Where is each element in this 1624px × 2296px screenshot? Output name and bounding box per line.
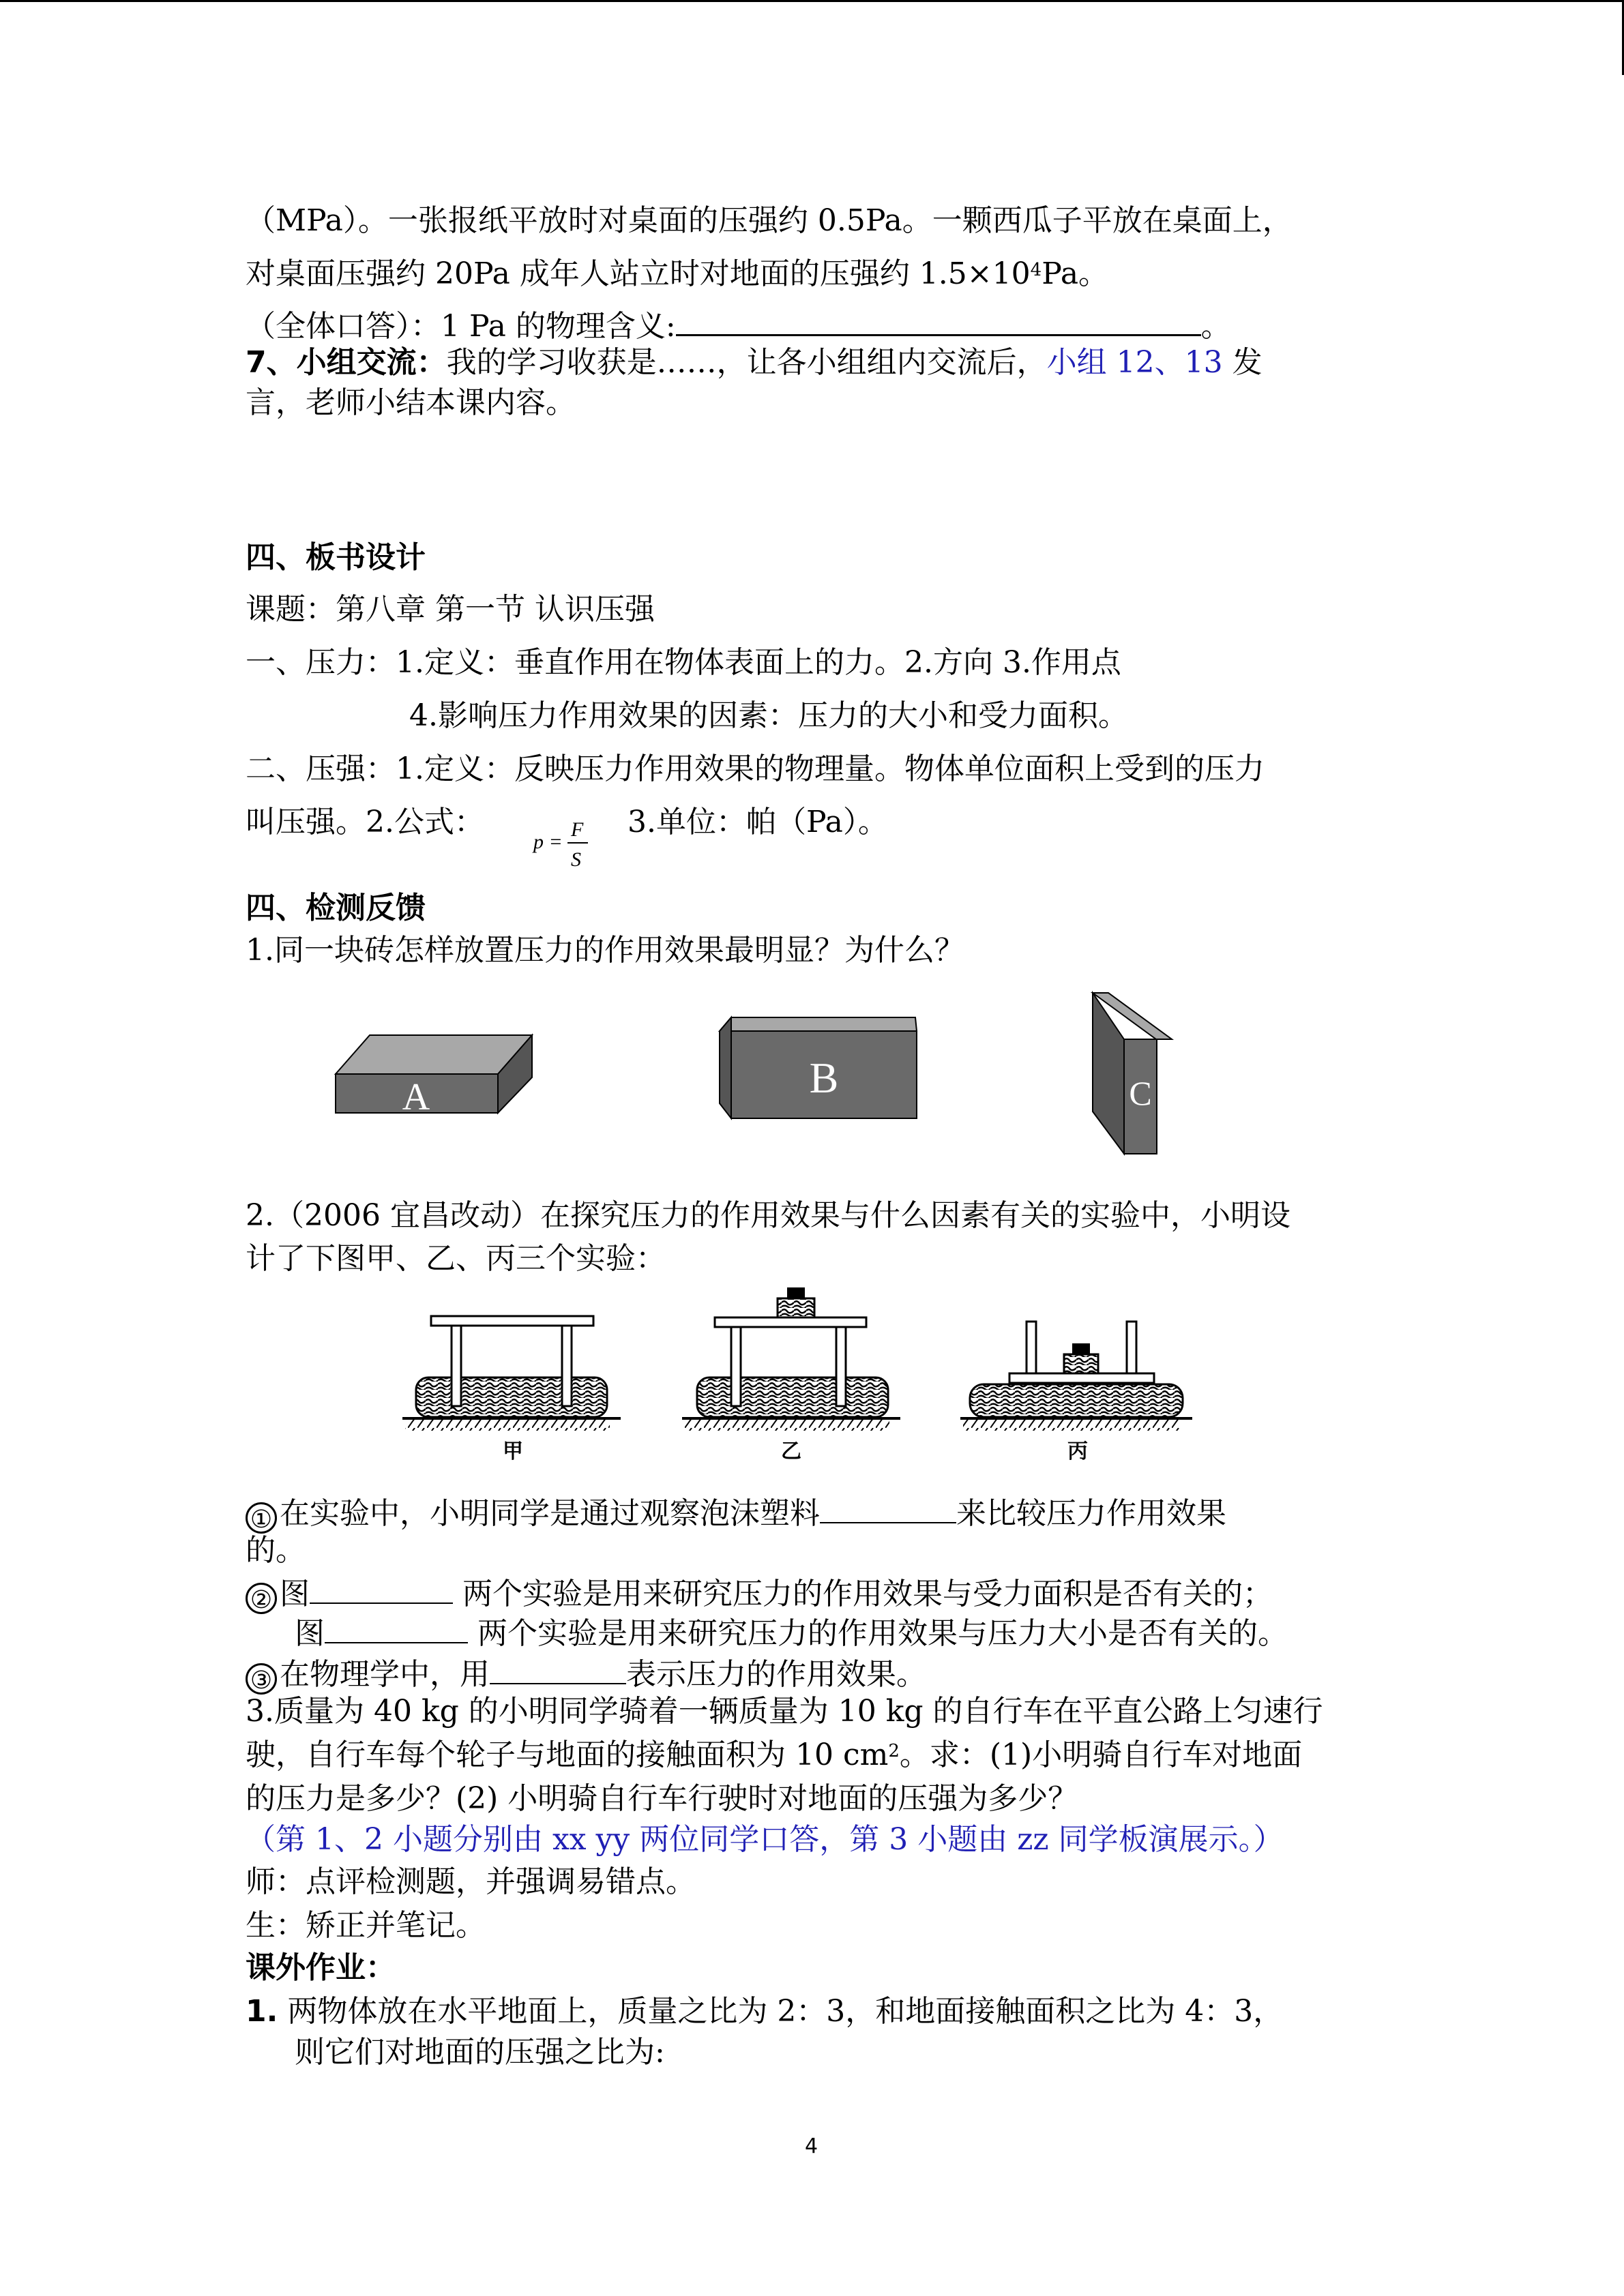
experiment-jia <box>402 1316 621 1463</box>
text-line: 的压力是多少？(2) 小明骑自行车行驶时对地面的压强为多少？ <box>246 1781 1078 1816</box>
question-1: 1.同一块砖怎样放置压力的作用效果最明显？为什么？ <box>246 933 964 968</box>
experiment-yi <box>682 1287 900 1463</box>
answer-blank <box>820 1492 956 1523</box>
question-3: 3.质量为 40 kg 的小明同学骑着一辆质量为 10 kg 的自行车在平直公路上匀速行 <box>246 1694 1323 1729</box>
teacher-line: 师：点评检测题，并强调易错点。 <box>246 1864 696 1899</box>
homework-1: 1. 两物体放在水平地面上，质量之比为 2：3，和地面接触面积之比为 4：3， <box>246 1994 1284 2029</box>
top-border <box>0 0 1624 2</box>
text-line: 叫压强。2.公式： <box>246 805 484 839</box>
experiment-label: 甲 <box>503 1440 523 1463</box>
section-heading: 四、板书设计 <box>246 540 426 575</box>
brick-c <box>1093 993 1172 1154</box>
text-line: 则它们对地面的压强之比为: <box>295 2035 665 2070</box>
text-line: 3.单位：帕（Pa）。 <box>628 805 888 839</box>
question-2: 2.（2006 宜昌改动）在探究压力的作用效果与什么因素有关的实验中，小明设 <box>246 1198 1290 1233</box>
note-line: （第 1、2 小题分别由 xx yy 两位同学口答，第 3 小题由 zz 同学板演展示。） <box>246 1822 1284 1857</box>
brick-label: C <box>1129 1074 1152 1112</box>
answer-blank <box>676 304 1201 336</box>
text-line: 对桌面压强约 20Pa 成年人站立时对地面的压强约 $1.5\times 10^4Pa$。 <box>246 256 1109 291</box>
experiment-label: 乙 <box>781 1440 801 1463</box>
answer-blank <box>325 1612 468 1643</box>
text-line: 计了下图甲、乙、丙三个实验： <box>246 1241 666 1276</box>
text-line: （全体口答）：1 Pa 的物理含义: 。 <box>246 304 1231 346</box>
student-line: 生：矫正并笔记。 <box>246 1908 486 1943</box>
text-line: 4.影响压力作用效果的因素：压力的大小和受力面积。 <box>409 698 1128 733</box>
formula-p: p = <box>533 831 563 853</box>
subquestion-3: ③ 在物理学中，用 表示压力的作用效果。 <box>246 1653 926 1695</box>
page-number: 4 <box>805 2134 818 2158</box>
brick-a <box>336 1035 532 1118</box>
section-heading: 四、检测反馈 <box>246 891 426 925</box>
experiment-bing <box>960 1322 1192 1463</box>
text-line: 课题：第八章 第一节 认识压强 <box>246 592 655 627</box>
text-line: 二、压强：1.定义：反映压力作用效果的物理量。物体单位面积上受到的压力 <box>246 751 1265 786</box>
formula-F: F <box>571 818 584 841</box>
text-line: 驶，自行车每个轮子与地面的接触面积为 10 $cm^2$。求：(1)小明骑自行车对地面 <box>246 1738 1303 1772</box>
formula-S: S <box>571 848 581 871</box>
text-line: （MPa）。一张报纸平放时对桌面的压强约 0.5Pa。一颗西瓜子平放在桌面上， <box>246 203 1293 238</box>
text-line: 一、压力：1.定义：垂直作用在物体表面上的力。2.方向 3.作用点 <box>246 645 1121 680</box>
experiment-label: 丙 <box>1067 1440 1088 1463</box>
text-line: 的。 <box>246 1533 306 1568</box>
section-heading: 课外作业： <box>246 1950 396 1985</box>
text-line: 7、小组交流：我的学习收获是……，让各小组组内交流后，小组 12、13 发 <box>246 345 1263 380</box>
brick-label: A <box>402 1076 430 1118</box>
answer-blank <box>490 1653 626 1684</box>
bricks-figure <box>321 982 1221 1166</box>
subquestion-1: ① 在实验中，小明同学是通过观察泡沫塑料 来比较压力作用效果 <box>246 1492 1226 1534</box>
answer-blank <box>310 1572 453 1604</box>
text-line: 言，老师小结本课内容。 <box>246 385 576 420</box>
brick-b <box>720 1017 917 1118</box>
experiment-figure <box>389 1275 1207 1473</box>
subquestion-2: ② 图 两个实验是用来研究压力的作用效果与受力面积是否有关的； <box>246 1572 1273 1614</box>
pressure-formula <box>532 813 593 874</box>
text-line: 图 两个实验是用来研究压力的作用效果与压力大小是否有关的。 <box>295 1612 1288 1653</box>
brick-label: B <box>809 1054 839 1102</box>
